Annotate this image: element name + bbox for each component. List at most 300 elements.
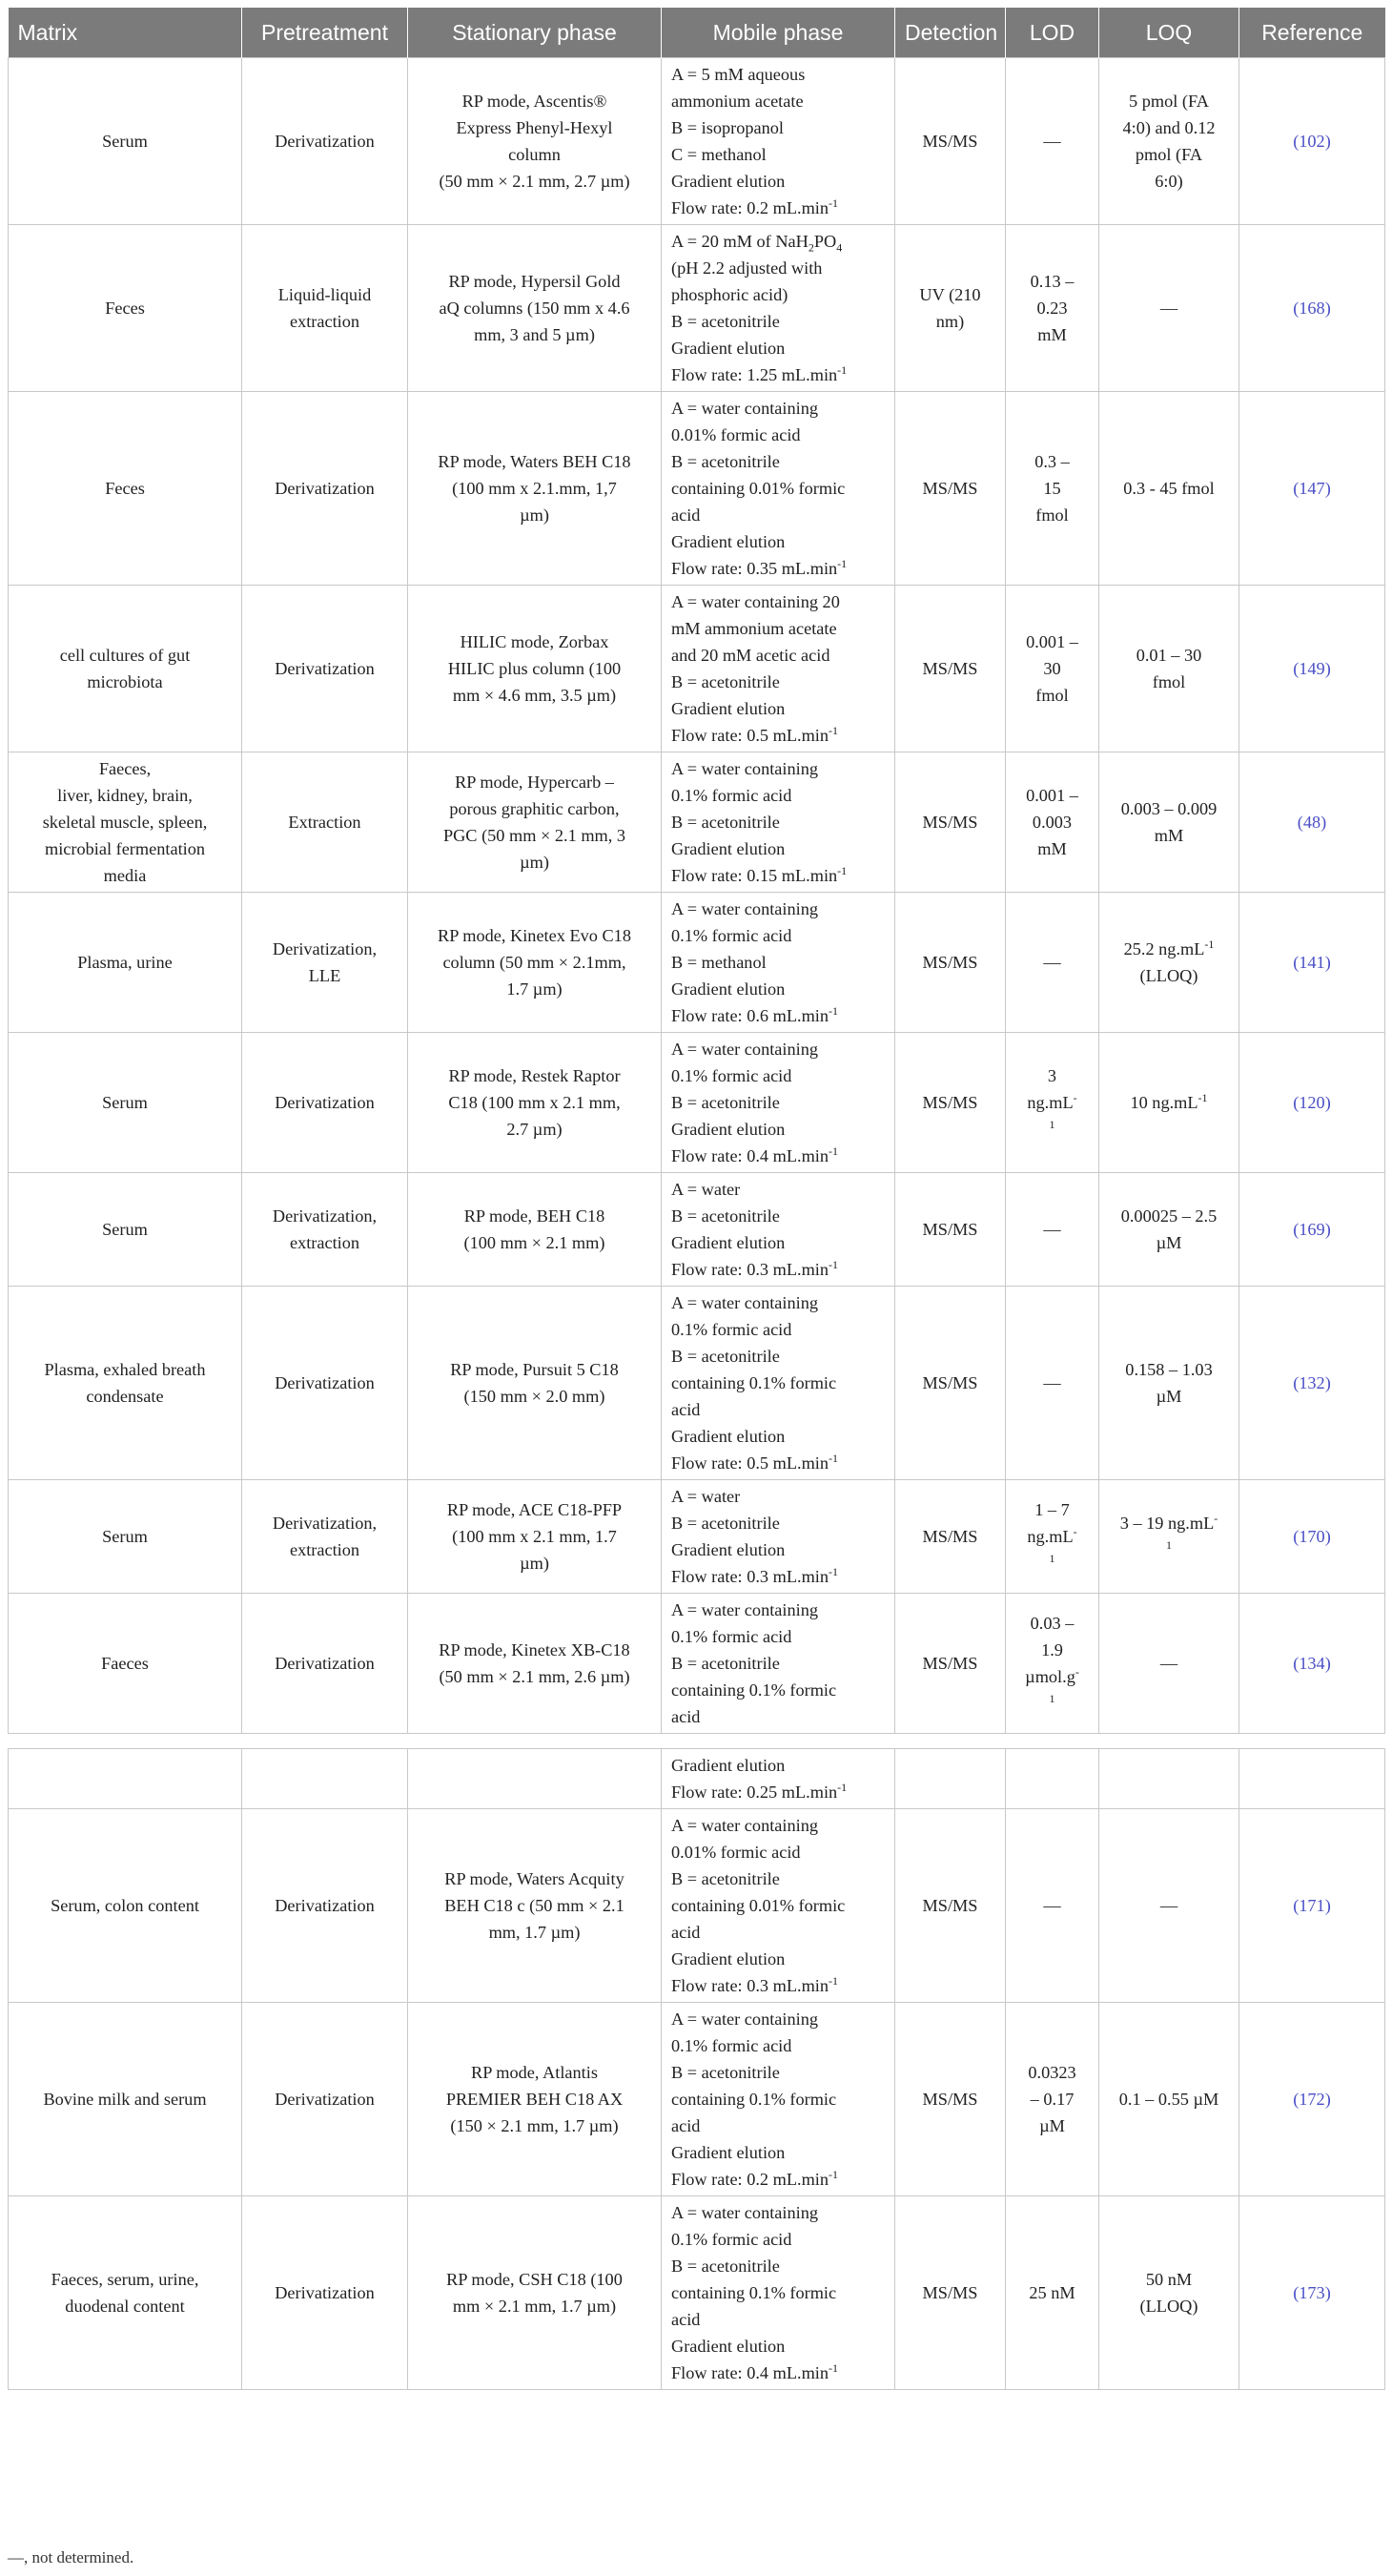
- cell-line: Derivatization: [275, 1654, 375, 1673]
- cell-line: column: [508, 145, 561, 164]
- table-row: [9, 58, 1385, 225]
- cell-text: containing 0.1% formic: [671, 1373, 837, 1392]
- cell-text: 0.3 - 45 fmol: [1123, 479, 1215, 498]
- cell-line: Faeces: [101, 1654, 149, 1673]
- cell-detection: [895, 1173, 1006, 1287]
- cell-line: RP mode, Hypercarb –: [455, 773, 614, 792]
- cell-pretreatment: [242, 586, 408, 752]
- cell-stationary-phase: [408, 1287, 662, 1480]
- cell-reference: [1239, 1749, 1385, 1809]
- cell-text: —: [1043, 953, 1061, 972]
- cell-line: RP mode, ACE C18-PFP: [446, 1500, 623, 1519]
- cell-reference: [1239, 225, 1385, 392]
- cell-text: Gradient elution: [671, 1540, 786, 1559]
- cell-text: A = 5 mM aqueous: [671, 65, 806, 84]
- cell-matrix: [9, 225, 242, 392]
- cell-matrix: [9, 1749, 242, 1809]
- cell-text: —: [1043, 1373, 1061, 1392]
- cell-detection: [895, 2003, 1006, 2196]
- cell-stationary-phase: [408, 1173, 662, 1287]
- cell-reference: [1239, 1173, 1385, 1287]
- cell-mobile-phase: [662, 1173, 895, 1287]
- superscript: -1: [829, 1003, 839, 1018]
- cell-line: Plasma, exhaled breath: [44, 1360, 206, 1379]
- cell-text: Flow rate: 0.3 mL.min: [671, 1260, 829, 1279]
- cell-text: 0.01% formic acid: [671, 1843, 801, 1862]
- cell-pretreatment: [242, 1480, 408, 1594]
- cell-line: MS/MS: [922, 953, 978, 972]
- cell-stationary-phase: [408, 1480, 662, 1594]
- cell-pretreatment: [242, 1809, 408, 2003]
- table-row: [9, 1594, 1385, 1734]
- reference-link[interactable]: (48): [1297, 813, 1327, 832]
- cell-text: acid: [671, 1400, 701, 1419]
- superscript: -1: [829, 1451, 839, 1465]
- cell-reference: [1239, 1809, 1385, 2003]
- superscript: -1: [837, 362, 848, 377]
- superscript: -1: [829, 2167, 839, 2181]
- cell-reference: [1239, 2003, 1385, 2196]
- cell-text: A = water containing: [671, 2009, 818, 2029]
- cell-text: containing 0.1% formic: [671, 1680, 837, 1700]
- cell-line: LLE: [308, 966, 341, 985]
- cell-text: Gradient elution: [671, 339, 786, 358]
- cell-matrix: [9, 392, 242, 586]
- cell-mobile-phase: [662, 225, 895, 392]
- cell-line: RP mode, Hypersil Gold: [448, 272, 621, 291]
- cell-text: —: [1043, 1896, 1061, 1915]
- cell-matrix: [9, 1173, 242, 1287]
- cell-mobile-phase: [662, 1287, 895, 1480]
- cell-line: Derivatization: [275, 132, 375, 151]
- cell-line: Faeces,: [98, 759, 152, 778]
- cell-text: Flow rate: 0.5 mL.min: [671, 1453, 829, 1473]
- table-row: [9, 392, 1385, 586]
- cell-detection: [895, 1287, 1006, 1480]
- cell-pretreatment: [242, 58, 408, 225]
- cell-text: 1.9: [1041, 1640, 1063, 1659]
- cell-mobile-phase: [662, 586, 895, 752]
- cell-matrix: [9, 58, 242, 225]
- cell-matrix: [9, 1033, 242, 1173]
- cell-pretreatment: [242, 893, 408, 1033]
- cell-text: Flow rate: 0.4 mL.min: [671, 2363, 829, 2382]
- cell-line: MS/MS: [922, 1896, 978, 1915]
- header-stationary-phase: Stationary phase: [408, 8, 662, 58]
- cell-lod: [1006, 2003, 1099, 2196]
- cell-loq: [1099, 1480, 1239, 1594]
- cell-line: MS/MS: [922, 2090, 978, 2109]
- cell-text: mM: [1037, 325, 1067, 344]
- cell-text: Flow rate: 0.25 mL.min: [671, 1783, 838, 1802]
- cell-text: mM: [1037, 839, 1067, 858]
- cell-pretreatment: [242, 2003, 408, 2196]
- cell-text: Flow rate: 0.3 mL.min: [671, 1567, 829, 1586]
- cell-text: – 0.17: [1030, 2090, 1075, 2109]
- cell-text: fmol: [1152, 672, 1186, 691]
- cell-text: A = water containing: [671, 899, 818, 918]
- cell-text: 0.01 – 30: [1136, 646, 1202, 665]
- cell-mobile-phase: [662, 752, 895, 893]
- cell-text: Flow rate: 0.2 mL.min: [671, 198, 829, 217]
- cell-lod: [1006, 1173, 1099, 1287]
- cell-text: 0.00025 – 2.5: [1120, 1206, 1218, 1226]
- cell-line: mm, 3 and 5 µm): [474, 325, 595, 344]
- header-matrix: Matrix: [9, 8, 242, 58]
- cell-text: 0.158 – 1.03: [1125, 1360, 1213, 1379]
- cell-line: MS/MS: [922, 1220, 978, 1239]
- cell-text: ng.mL: [1027, 1093, 1074, 1112]
- cell-pretreatment: [242, 1033, 408, 1173]
- table-container: [8, 8, 1384, 2390]
- cell-line: column (50 mm × 2.1mm,: [442, 953, 626, 972]
- cell-text: A = water: [671, 1180, 741, 1199]
- cell-text: phosphoric acid): [671, 285, 788, 304]
- cell-text: 0.1% formic acid: [671, 786, 792, 805]
- cell-text: —: [1159, 1654, 1178, 1673]
- cell-text: B = acetonitrile: [671, 672, 780, 691]
- reference-link[interactable]: (172): [1293, 2090, 1331, 2109]
- cell-text: B = acetonitrile: [671, 1347, 780, 1366]
- cell-line: Derivatization: [275, 1373, 375, 1392]
- cell-text: A = water containing 20: [671, 592, 840, 611]
- cell-text: 0.003 – 0.009: [1120, 799, 1218, 818]
- cell-loq: [1099, 392, 1239, 586]
- table-row: [9, 1173, 1385, 1287]
- cell-lod: [1006, 58, 1099, 225]
- cell-line: Derivatization: [275, 2090, 375, 2109]
- cell-reference: [1239, 586, 1385, 752]
- cell-line: RP mode, Kinetex XB-C18: [439, 1640, 630, 1659]
- cell-matrix: [9, 586, 242, 752]
- cell-detection: [895, 893, 1006, 1033]
- superscript: 1: [1049, 1117, 1055, 1131]
- header-row: [9, 8, 1385, 58]
- cell-stationary-phase: [408, 2196, 662, 2390]
- reference-link[interactable]: (141): [1293, 953, 1331, 972]
- reference-link[interactable]: (102): [1293, 132, 1331, 151]
- cell-text: (LLOQ): [1139, 2297, 1198, 2316]
- cell-text: (pH 2.2 adjusted with: [671, 258, 823, 278]
- cell-text: 5 pmol (FA: [1129, 92, 1209, 111]
- cell-stationary-phase: [408, 225, 662, 392]
- cell-text: A = water: [671, 1487, 741, 1506]
- cell-line: Serum, colon content: [51, 1896, 199, 1915]
- cell-line: PGC (50 mm × 2.1 mm, 3: [442, 826, 626, 845]
- cell-line: aQ columns (150 mm x 4.6: [439, 299, 630, 318]
- cell-matrix: [9, 1809, 242, 2003]
- cell-text: 4:0) and 0.12: [1122, 118, 1216, 137]
- cell-pretreatment: [242, 752, 408, 893]
- cell-text: Gradient elution: [671, 1427, 786, 1446]
- header-mobile-phase: Mobile phase: [662, 8, 895, 58]
- reference-link[interactable]: (120): [1293, 1093, 1331, 1112]
- cell-loq: [1099, 1287, 1239, 1480]
- cell-text: 3 – 19 ng.mL: [1119, 1514, 1215, 1533]
- table-row: [9, 1033, 1385, 1173]
- cell-line: Derivatization,: [272, 939, 378, 958]
- cell-matrix: [9, 1480, 242, 1594]
- header-detection: Detection: [895, 8, 1006, 58]
- cell-loq: [1099, 1809, 1239, 2003]
- cell-line: µm): [520, 505, 549, 525]
- cell-text: 0.13 –: [1030, 272, 1075, 291]
- cell-stationary-phase: [408, 893, 662, 1033]
- cell-detection: [895, 752, 1006, 893]
- cell-stationary-phase: [408, 586, 662, 752]
- cell-text: acid: [671, 1923, 701, 1942]
- cell-text: B = methanol: [671, 953, 767, 972]
- cell-pretreatment: [242, 1594, 408, 1734]
- cell-line: µm): [520, 853, 549, 872]
- cell-line: MS/MS: [922, 1527, 978, 1546]
- reference-link[interactable]: (171): [1293, 1896, 1331, 1915]
- cell-pretreatment: [242, 225, 408, 392]
- cell-matrix: [9, 2003, 242, 2196]
- cell-text: fmol: [1035, 686, 1069, 705]
- reference-link[interactable]: (132): [1293, 1373, 1331, 1392]
- cell-text: and 20 mM acetic acid: [671, 646, 830, 665]
- cell-detection: [895, 586, 1006, 752]
- subscript: 2: [808, 240, 814, 255]
- cell-line: Faeces, serum, urine,: [51, 2270, 199, 2289]
- cell-line: MS/MS: [922, 479, 978, 498]
- table-row: [9, 752, 1385, 893]
- cell-line: MS/MS: [922, 2283, 978, 2302]
- cell-line: Feces: [105, 479, 145, 498]
- superscript: -1: [829, 1257, 839, 1271]
- cell-line: Express Phenyl-Hexyl: [456, 118, 613, 137]
- cell-line: RP mode, Kinetex Evo C18: [438, 926, 631, 945]
- cell-line: extraction: [289, 1233, 360, 1252]
- cell-stationary-phase: [408, 1749, 662, 1809]
- cell-loq: [1099, 1749, 1239, 1809]
- cell-text: Flow rate: 0.35 mL.min: [671, 559, 838, 578]
- cell-pretreatment: [242, 1749, 408, 1809]
- cell-line: 1.7 µm): [506, 979, 563, 999]
- cell-text: 0.1% formic acid: [671, 2036, 792, 2055]
- cell-lod: [1006, 893, 1099, 1033]
- cell-line: RP mode, Pursuit 5 C18: [450, 1360, 619, 1379]
- cell-text: 25 nM: [1029, 2283, 1075, 2302]
- cell-mobile-phase: [662, 392, 895, 586]
- cell-text: B = acetonitrile: [671, 2063, 780, 2082]
- cell-reference: [1239, 1287, 1385, 1480]
- cell-text: Gradient elution: [671, 839, 786, 858]
- cell-line: Derivatization: [275, 479, 375, 498]
- cell-line: (100 mm × 2.1 mm): [463, 1233, 605, 1252]
- cell-line: Derivatization: [275, 659, 375, 678]
- cell-line: microbiota: [87, 672, 163, 691]
- cell-line: Derivatization: [275, 1093, 375, 1112]
- cell-text: 0.1% formic acid: [671, 1627, 792, 1646]
- reference-link[interactable]: (149): [1293, 659, 1331, 678]
- cell-text: Flow rate: 1.25 mL.min: [671, 365, 838, 384]
- cell-line: Liquid-liquid: [277, 285, 372, 304]
- cell-line: skeletal muscle, spleen,: [42, 813, 208, 832]
- cell-line: Derivatization: [275, 1896, 375, 1915]
- cell-lod: [1006, 752, 1099, 893]
- cell-text: 0.1% formic acid: [671, 1066, 792, 1085]
- cell-line: (50 mm × 2.1 mm, 2.7 µm): [439, 172, 630, 191]
- reference-link[interactable]: (147): [1293, 479, 1331, 498]
- cell-lod: [1006, 2196, 1099, 2390]
- cell-text: 0.0323: [1028, 2063, 1076, 2082]
- cell-loq: [1099, 752, 1239, 893]
- cell-text: 50 nM: [1145, 2270, 1193, 2289]
- cell-text: 0.23: [1036, 299, 1068, 318]
- reference-link[interactable]: (134): [1293, 1654, 1331, 1673]
- cell-text: A = water containing: [671, 2203, 818, 2222]
- cell-line: MS/MS: [922, 1373, 978, 1392]
- cell-lod: [1006, 1480, 1099, 1594]
- superscript: 1: [1166, 1537, 1172, 1552]
- superscript: 1: [1049, 1551, 1055, 1565]
- cell-line: PREMIER BEH C18 AX: [445, 2090, 624, 2109]
- cell-text: 15: [1043, 479, 1061, 498]
- cell-line: liver, kidney, brain,: [57, 786, 193, 805]
- reference-link[interactable]: (169): [1293, 1220, 1331, 1239]
- cell-line: Bovine milk and serum: [43, 2090, 207, 2109]
- cell-text: B = isopropanol: [671, 118, 784, 137]
- cell-text: 0.01% formic acid: [671, 425, 801, 444]
- cell-pretreatment: [242, 1287, 408, 1480]
- cell-reference: [1239, 893, 1385, 1033]
- cell-line: RP mode, Waters BEH C18: [438, 452, 631, 471]
- cell-text: A = water containing: [671, 1816, 818, 1835]
- cell-line: C18 (100 mm x 2.1 mm,: [448, 1093, 621, 1112]
- cell-detection: [895, 392, 1006, 586]
- cell-text: 0.1% formic acid: [671, 2230, 792, 2249]
- cell-line: MS/MS: [922, 132, 978, 151]
- cell-mobile-phase: [662, 1809, 895, 2003]
- cell-line: Serum: [102, 1527, 148, 1546]
- cell-line: BEH C18 c (50 mm × 2.1: [444, 1896, 624, 1915]
- cell-stationary-phase: [408, 1594, 662, 1734]
- cell-line: Plasma, urine: [77, 953, 173, 972]
- table-row: [9, 1809, 1385, 2003]
- header-reference: Reference: [1239, 8, 1385, 58]
- cell-text: 0.1 – 0.55 µM: [1118, 2090, 1219, 2109]
- cell-detection: [895, 1480, 1006, 1594]
- cell-text: 0.001 –: [1026, 632, 1078, 651]
- cell-lod: [1006, 586, 1099, 752]
- cell-matrix: [9, 752, 242, 893]
- cell-text: Flow rate: 0.2 mL.min: [671, 2170, 829, 2189]
- cell-stationary-phase: [408, 1809, 662, 2003]
- cell-text: Gradient elution: [671, 172, 786, 191]
- cell-line: (50 mm × 2.1 mm, 2.6 µm): [439, 1667, 630, 1686]
- cell-line: mm, 1.7 µm): [488, 1923, 581, 1942]
- cell-text: A = water containing: [671, 1040, 818, 1059]
- superscript: -1: [837, 863, 848, 877]
- cell-lod: [1006, 225, 1099, 392]
- cell-text: A = water containing: [671, 1600, 818, 1619]
- cell-line: (150 × 2.1 mm, 1.7 µm): [450, 2116, 619, 2135]
- cell-line: Extraction: [288, 813, 361, 832]
- superscript: -: [1073, 1090, 1077, 1104]
- cell-text: fmol: [1035, 505, 1069, 525]
- cell-text: acid: [671, 505, 701, 525]
- superscript: -1: [1198, 1090, 1208, 1104]
- cell-text: 30: [1043, 659, 1061, 678]
- cell-text: µM: [1156, 1233, 1182, 1252]
- cell-text: —: [1159, 299, 1178, 318]
- cell-text: acid: [671, 2310, 701, 2329]
- subscript: 4: [836, 240, 843, 255]
- cell-line: extraction: [289, 312, 360, 331]
- cell-stationary-phase: [408, 392, 662, 586]
- cell-loq: [1099, 1033, 1239, 1173]
- cell-reference: [1239, 752, 1385, 893]
- cell-pretreatment: [242, 2196, 408, 2390]
- cell-mobile-phase: [662, 893, 895, 1033]
- cell-text: 3: [1047, 1066, 1057, 1085]
- cell-line: UV (210: [919, 285, 981, 304]
- header-pretreatment: Pretreatment: [242, 8, 408, 58]
- superscript: -: [1214, 1511, 1218, 1525]
- reference-link[interactable]: (170): [1293, 1527, 1331, 1546]
- cell-text: µM: [1156, 1387, 1182, 1406]
- superscript: -1: [829, 2360, 839, 2375]
- cell-detection: [895, 2196, 1006, 2390]
- cell-line: mm × 4.6 mm, 3.5 µm): [452, 686, 617, 705]
- cell-lod: [1006, 1809, 1099, 2003]
- reference-link[interactable]: (168): [1293, 299, 1331, 318]
- cell-loq: [1099, 1173, 1239, 1287]
- cell-reference: [1239, 392, 1385, 586]
- cell-loq: [1099, 1594, 1239, 1734]
- cell-line: MS/MS: [922, 813, 978, 832]
- cell-text: Gradient elution: [671, 1949, 786, 1968]
- cell-text: B = acetonitrile: [671, 1869, 780, 1888]
- cell-lod: [1006, 1287, 1099, 1480]
- cell-line: duodenal content: [65, 2297, 185, 2316]
- cell-text: µM: [1039, 2116, 1065, 2135]
- superscript: -1: [829, 1564, 839, 1578]
- cell-line: (150 mm × 2.0 mm): [463, 1387, 605, 1406]
- cell-line: condensate: [86, 1387, 164, 1406]
- cell-line: (100 mm x 2.1.mm, 1,7: [452, 479, 617, 498]
- cell-loq: [1099, 225, 1239, 392]
- cell-text: Gradient elution: [671, 532, 786, 551]
- cell-mobile-phase: [662, 1033, 895, 1173]
- cell-line: cell cultures of gut: [59, 646, 191, 665]
- cell-text: Gradient elution: [671, 1233, 786, 1252]
- table-row: [9, 225, 1385, 392]
- cell-text: mM ammonium acetate: [671, 619, 837, 638]
- cell-text: ng.mL: [1027, 1527, 1074, 1546]
- cell-detection: [895, 1033, 1006, 1173]
- cell-stationary-phase: [408, 58, 662, 225]
- cell-text: Flow rate: 0.15 mL.min: [671, 866, 838, 885]
- cell-reference: [1239, 2196, 1385, 2390]
- cell-mobile-phase: [662, 1749, 895, 1809]
- reference-link[interactable]: (173): [1293, 2283, 1331, 2302]
- cell-text: PO: [813, 232, 837, 251]
- cell-line: HILIC plus column (100: [447, 659, 622, 678]
- cell-lod: [1006, 1033, 1099, 1173]
- cell-detection: [895, 1809, 1006, 2003]
- cell-matrix: [9, 893, 242, 1033]
- superscript: -1: [829, 723, 839, 737]
- cell-text: —: [1159, 1896, 1178, 1915]
- superscript: -1: [829, 1144, 839, 1158]
- cell-text: acid: [671, 1707, 701, 1726]
- cell-line: Derivatization,: [272, 1206, 378, 1226]
- cell-line: Serum: [102, 132, 148, 151]
- table-row: [9, 2003, 1385, 2196]
